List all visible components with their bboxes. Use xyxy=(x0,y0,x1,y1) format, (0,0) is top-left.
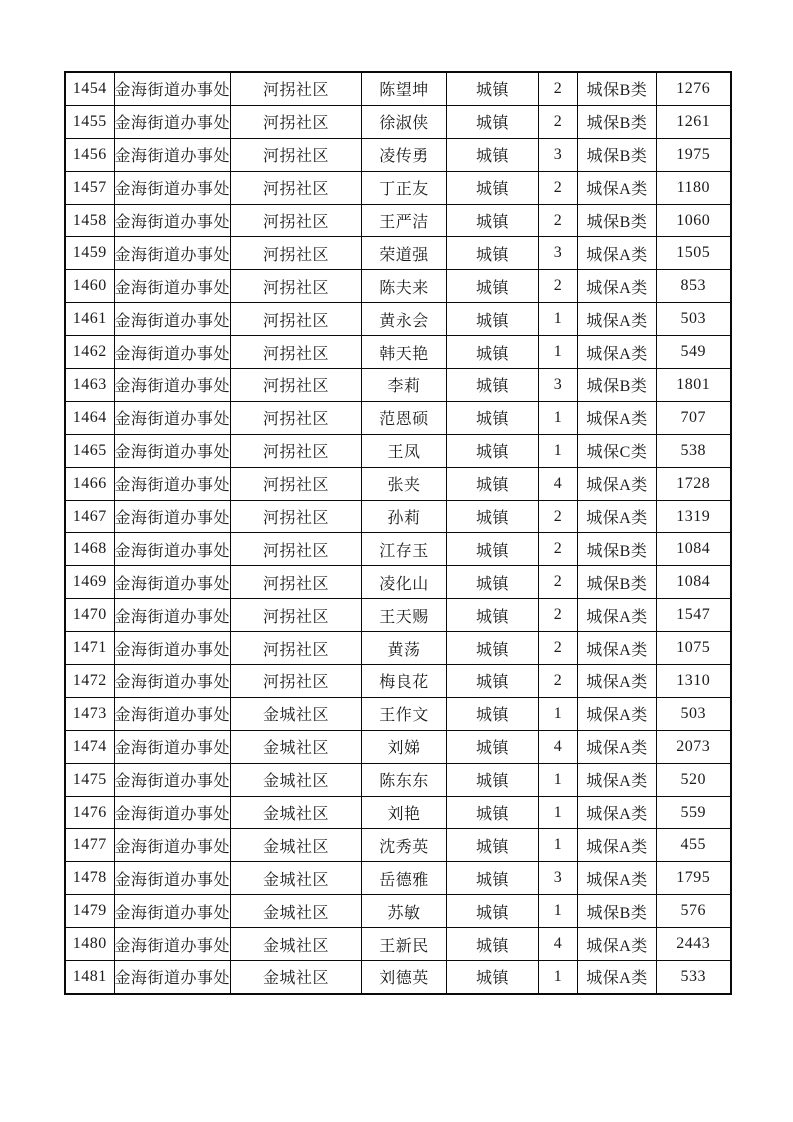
residence-type-cell: 城镇 xyxy=(447,336,539,369)
office-cell: 金海街道办事处 xyxy=(114,566,231,599)
residence-type-cell: 城镇 xyxy=(447,665,539,698)
row-id-cell: 1465 xyxy=(65,434,114,467)
community-cell: 河拐社区 xyxy=(231,138,362,171)
household-count-cell: 1 xyxy=(539,434,578,467)
insurance-category-cell: 城保A类 xyxy=(578,928,657,961)
person-name-cell: 刘艳 xyxy=(362,796,447,829)
residence-type-cell: 城镇 xyxy=(447,533,539,566)
residence-type-cell: 城镇 xyxy=(447,928,539,961)
amount-cell: 707 xyxy=(657,401,731,434)
amount-cell: 2443 xyxy=(657,928,731,961)
office-cell: 金海街道办事处 xyxy=(114,928,231,961)
table-row xyxy=(65,599,731,632)
insurance-category-cell: 城保B类 xyxy=(578,138,657,171)
person-name-cell: 范恩硕 xyxy=(362,401,447,434)
table-row xyxy=(65,237,731,270)
household-count-cell: 1 xyxy=(539,961,578,994)
household-count-cell: 3 xyxy=(539,138,578,171)
amount-cell: 853 xyxy=(657,270,731,303)
office-cell: 金海街道办事处 xyxy=(114,500,231,533)
office-cell: 金海街道办事处 xyxy=(114,204,231,237)
person-name-cell: 梅良花 xyxy=(362,665,447,698)
person-name-cell: 王作文 xyxy=(362,697,447,730)
row-id-cell: 1466 xyxy=(65,467,114,500)
amount-cell: 1728 xyxy=(657,467,731,500)
residence-type-cell: 城镇 xyxy=(447,369,539,402)
residence-type-cell: 城镇 xyxy=(447,237,539,270)
amount-cell: 1084 xyxy=(657,533,731,566)
amount-cell: 1319 xyxy=(657,500,731,533)
table-row xyxy=(65,105,731,138)
community-cell: 河拐社区 xyxy=(231,336,362,369)
row-id-cell: 1458 xyxy=(65,204,114,237)
community-cell: 河拐社区 xyxy=(231,665,362,698)
row-id-cell: 1467 xyxy=(65,500,114,533)
residence-type-cell: 城镇 xyxy=(447,204,539,237)
person-name-cell: 陈东东 xyxy=(362,763,447,796)
benefits-roster-table xyxy=(64,71,732,995)
table-row xyxy=(65,697,731,730)
office-cell: 金海街道办事处 xyxy=(114,533,231,566)
community-cell: 河拐社区 xyxy=(231,369,362,402)
row-id-cell: 1473 xyxy=(65,697,114,730)
row-id-cell: 1468 xyxy=(65,533,114,566)
household-count-cell: 2 xyxy=(539,599,578,632)
household-count-cell: 2 xyxy=(539,533,578,566)
household-count-cell: 2 xyxy=(539,566,578,599)
amount-cell: 1180 xyxy=(657,171,731,204)
community-cell: 金城社区 xyxy=(231,796,362,829)
household-count-cell: 1 xyxy=(539,303,578,336)
residence-type-cell: 城镇 xyxy=(447,895,539,928)
household-count-cell: 1 xyxy=(539,401,578,434)
office-cell: 金海街道办事处 xyxy=(114,369,231,402)
household-count-cell: 2 xyxy=(539,204,578,237)
residence-type-cell: 城镇 xyxy=(447,270,539,303)
office-cell: 金海街道办事处 xyxy=(114,401,231,434)
household-count-cell: 1 xyxy=(539,697,578,730)
residence-type-cell: 城镇 xyxy=(447,566,539,599)
household-count-cell: 1 xyxy=(539,796,578,829)
office-cell: 金海街道办事处 xyxy=(114,467,231,500)
insurance-category-cell: 城保A类 xyxy=(578,961,657,994)
insurance-category-cell: 城保A类 xyxy=(578,303,657,336)
row-id-cell: 1477 xyxy=(65,829,114,862)
office-cell: 金海街道办事处 xyxy=(114,303,231,336)
household-count-cell: 2 xyxy=(539,665,578,698)
row-id-cell: 1476 xyxy=(65,796,114,829)
table-row xyxy=(65,566,731,599)
community-cell: 金城社区 xyxy=(231,862,362,895)
community-cell: 金城社区 xyxy=(231,961,362,994)
community-cell: 金城社区 xyxy=(231,730,362,763)
community-cell: 金城社区 xyxy=(231,829,362,862)
amount-cell: 559 xyxy=(657,796,731,829)
community-cell: 河拐社区 xyxy=(231,632,362,665)
row-id-cell: 1462 xyxy=(65,336,114,369)
amount-cell: 503 xyxy=(657,697,731,730)
community-cell: 河拐社区 xyxy=(231,72,362,105)
office-cell: 金海街道办事处 xyxy=(114,72,231,105)
residence-type-cell: 城镇 xyxy=(447,467,539,500)
office-cell: 金海街道办事处 xyxy=(114,697,231,730)
table-row xyxy=(65,500,731,533)
office-cell: 金海街道办事处 xyxy=(114,829,231,862)
person-name-cell: 刘德英 xyxy=(362,961,447,994)
community-cell: 河拐社区 xyxy=(231,500,362,533)
person-name-cell: 凌传勇 xyxy=(362,138,447,171)
table-row xyxy=(65,632,731,665)
person-name-cell: 徐淑侠 xyxy=(362,105,447,138)
person-name-cell: 黄荡 xyxy=(362,632,447,665)
insurance-category-cell: 城保A类 xyxy=(578,401,657,434)
insurance-category-cell: 城保A类 xyxy=(578,336,657,369)
office-cell: 金海街道办事处 xyxy=(114,434,231,467)
household-count-cell: 2 xyxy=(539,72,578,105)
amount-cell: 549 xyxy=(657,336,731,369)
row-id-cell: 1469 xyxy=(65,566,114,599)
residence-type-cell: 城镇 xyxy=(447,303,539,336)
household-count-cell: 2 xyxy=(539,270,578,303)
insurance-category-cell: 城保A类 xyxy=(578,632,657,665)
row-id-cell: 1479 xyxy=(65,895,114,928)
row-id-cell: 1455 xyxy=(65,105,114,138)
table-row xyxy=(65,401,731,434)
household-count-cell: 2 xyxy=(539,171,578,204)
row-id-cell: 1461 xyxy=(65,303,114,336)
row-id-cell: 1481 xyxy=(65,961,114,994)
table-row xyxy=(65,204,731,237)
amount-cell: 1276 xyxy=(657,72,731,105)
residence-type-cell: 城镇 xyxy=(447,796,539,829)
amount-cell: 1310 xyxy=(657,665,731,698)
table-row xyxy=(65,171,731,204)
table-row xyxy=(65,336,731,369)
row-id-cell: 1474 xyxy=(65,730,114,763)
household-count-cell: 4 xyxy=(539,928,578,961)
insurance-category-cell: 城保B类 xyxy=(578,533,657,566)
insurance-category-cell: 城保A类 xyxy=(578,270,657,303)
office-cell: 金海街道办事处 xyxy=(114,763,231,796)
person-name-cell: 王天赐 xyxy=(362,599,447,632)
insurance-category-cell: 城保B类 xyxy=(578,72,657,105)
community-cell: 河拐社区 xyxy=(231,237,362,270)
household-count-cell: 1 xyxy=(539,895,578,928)
residence-type-cell: 城镇 xyxy=(447,961,539,994)
person-name-cell: 王新民 xyxy=(362,928,447,961)
table-row xyxy=(65,72,731,105)
row-id-cell: 1471 xyxy=(65,632,114,665)
office-cell: 金海街道办事处 xyxy=(114,171,231,204)
community-cell: 河拐社区 xyxy=(231,533,362,566)
row-id-cell: 1456 xyxy=(65,138,114,171)
person-name-cell: 孙莉 xyxy=(362,500,447,533)
residence-type-cell: 城镇 xyxy=(447,171,539,204)
insurance-category-cell: 城保A类 xyxy=(578,500,657,533)
office-cell: 金海街道办事处 xyxy=(114,895,231,928)
household-count-cell: 2 xyxy=(539,632,578,665)
row-id-cell: 1460 xyxy=(65,270,114,303)
amount-cell: 2073 xyxy=(657,730,731,763)
residence-type-cell: 城镇 xyxy=(447,697,539,730)
residence-type-cell: 城镇 xyxy=(447,434,539,467)
person-name-cell: 荣道强 xyxy=(362,237,447,270)
community-cell: 金城社区 xyxy=(231,763,362,796)
amount-cell: 1975 xyxy=(657,138,731,171)
household-count-cell: 3 xyxy=(539,862,578,895)
table-row xyxy=(65,369,731,402)
person-name-cell: 王严洁 xyxy=(362,204,447,237)
person-name-cell: 李莉 xyxy=(362,369,447,402)
residence-type-cell: 城镇 xyxy=(447,105,539,138)
row-id-cell: 1475 xyxy=(65,763,114,796)
table-row xyxy=(65,928,731,961)
amount-cell: 1261 xyxy=(657,105,731,138)
office-cell: 金海街道办事处 xyxy=(114,599,231,632)
insurance-category-cell: 城保A类 xyxy=(578,730,657,763)
household-count-cell: 3 xyxy=(539,237,578,270)
person-name-cell: 黄永会 xyxy=(362,303,447,336)
table-row xyxy=(65,434,731,467)
amount-cell: 455 xyxy=(657,829,731,862)
office-cell: 金海街道办事处 xyxy=(114,138,231,171)
residence-type-cell: 城镇 xyxy=(447,401,539,434)
community-cell: 金城社区 xyxy=(231,697,362,730)
table-row xyxy=(65,730,731,763)
person-name-cell: 陈夫来 xyxy=(362,270,447,303)
amount-cell: 1060 xyxy=(657,204,731,237)
row-id-cell: 1454 xyxy=(65,72,114,105)
person-name-cell: 韩天艳 xyxy=(362,336,447,369)
row-id-cell: 1459 xyxy=(65,237,114,270)
row-id-cell: 1470 xyxy=(65,599,114,632)
table-row xyxy=(65,467,731,500)
amount-cell: 1075 xyxy=(657,632,731,665)
household-count-cell: 1 xyxy=(539,829,578,862)
community-cell: 河拐社区 xyxy=(231,270,362,303)
community-cell: 河拐社区 xyxy=(231,105,362,138)
row-id-cell: 1457 xyxy=(65,171,114,204)
amount-cell: 1505 xyxy=(657,237,731,270)
insurance-category-cell: 城保B类 xyxy=(578,566,657,599)
amount-cell: 1801 xyxy=(657,369,731,402)
household-count-cell: 4 xyxy=(539,467,578,500)
person-name-cell: 江存玉 xyxy=(362,533,447,566)
household-count-cell: 1 xyxy=(539,336,578,369)
table-row xyxy=(65,533,731,566)
household-count-cell: 2 xyxy=(539,500,578,533)
row-id-cell: 1464 xyxy=(65,401,114,434)
office-cell: 金海街道办事处 xyxy=(114,730,231,763)
community-cell: 河拐社区 xyxy=(231,599,362,632)
insurance-category-cell: 城保B类 xyxy=(578,204,657,237)
insurance-category-cell: 城保B类 xyxy=(578,105,657,138)
table-row xyxy=(65,270,731,303)
person-name-cell: 王凤 xyxy=(362,434,447,467)
table-row xyxy=(65,829,731,862)
community-cell: 河拐社区 xyxy=(231,204,362,237)
table-row xyxy=(65,862,731,895)
table-row xyxy=(65,303,731,336)
insurance-category-cell: 城保A类 xyxy=(578,829,657,862)
household-count-cell: 3 xyxy=(539,369,578,402)
table-row xyxy=(65,895,731,928)
household-count-cell: 1 xyxy=(539,763,578,796)
person-name-cell: 刘娣 xyxy=(362,730,447,763)
table-row xyxy=(65,138,731,171)
office-cell: 金海街道办事处 xyxy=(114,632,231,665)
community-cell: 河拐社区 xyxy=(231,467,362,500)
residence-type-cell: 城镇 xyxy=(447,500,539,533)
insurance-category-cell: 城保A类 xyxy=(578,862,657,895)
residence-type-cell: 城镇 xyxy=(447,763,539,796)
insurance-category-cell: 城保A类 xyxy=(578,237,657,270)
row-id-cell: 1478 xyxy=(65,862,114,895)
table-sheet xyxy=(64,71,732,995)
office-cell: 金海街道办事处 xyxy=(114,237,231,270)
row-id-cell: 1472 xyxy=(65,665,114,698)
community-cell: 河拐社区 xyxy=(231,303,362,336)
insurance-category-cell: 城保A类 xyxy=(578,665,657,698)
insurance-category-cell: 城保B类 xyxy=(578,895,657,928)
residence-type-cell: 城镇 xyxy=(447,862,539,895)
insurance-category-cell: 城保A类 xyxy=(578,467,657,500)
amount-cell: 520 xyxy=(657,763,731,796)
person-name-cell: 张夹 xyxy=(362,467,447,500)
household-count-cell: 2 xyxy=(539,105,578,138)
office-cell: 金海街道办事处 xyxy=(114,796,231,829)
residence-type-cell: 城镇 xyxy=(447,730,539,763)
office-cell: 金海街道办事处 xyxy=(114,665,231,698)
community-cell: 金城社区 xyxy=(231,928,362,961)
insurance-category-cell: 城保B类 xyxy=(578,369,657,402)
amount-cell: 1547 xyxy=(657,599,731,632)
person-name-cell: 沈秀英 xyxy=(362,829,447,862)
insurance-category-cell: 城保A类 xyxy=(578,763,657,796)
office-cell: 金海街道办事处 xyxy=(114,862,231,895)
community-cell: 河拐社区 xyxy=(231,401,362,434)
amount-cell: 1795 xyxy=(657,862,731,895)
person-name-cell: 陈望坤 xyxy=(362,72,447,105)
amount-cell: 533 xyxy=(657,961,731,994)
insurance-category-cell: 城保A类 xyxy=(578,599,657,632)
table-row xyxy=(65,665,731,698)
person-name-cell: 凌化山 xyxy=(362,566,447,599)
community-cell: 河拐社区 xyxy=(231,434,362,467)
person-name-cell: 岳德雅 xyxy=(362,862,447,895)
residence-type-cell: 城镇 xyxy=(447,599,539,632)
residence-type-cell: 城镇 xyxy=(447,632,539,665)
amount-cell: 503 xyxy=(657,303,731,336)
person-name-cell: 丁正友 xyxy=(362,171,447,204)
household-count-cell: 4 xyxy=(539,730,578,763)
office-cell: 金海街道办事处 xyxy=(114,270,231,303)
person-name-cell: 苏敏 xyxy=(362,895,447,928)
insurance-category-cell: 城保A类 xyxy=(578,796,657,829)
table-row xyxy=(65,763,731,796)
community-cell: 金城社区 xyxy=(231,895,362,928)
insurance-category-cell: 城保C类 xyxy=(578,434,657,467)
table-row xyxy=(65,796,731,829)
row-id-cell: 1480 xyxy=(65,928,114,961)
insurance-category-cell: 城保A类 xyxy=(578,171,657,204)
amount-cell: 538 xyxy=(657,434,731,467)
insurance-category-cell: 城保A类 xyxy=(578,697,657,730)
residence-type-cell: 城镇 xyxy=(447,138,539,171)
community-cell: 河拐社区 xyxy=(231,171,362,204)
office-cell: 金海街道办事处 xyxy=(114,105,231,138)
residence-type-cell: 城镇 xyxy=(447,829,539,862)
table-row xyxy=(65,961,731,994)
office-cell: 金海街道办事处 xyxy=(114,961,231,994)
residence-type-cell: 城镇 xyxy=(447,72,539,105)
row-id-cell: 1463 xyxy=(65,369,114,402)
office-cell: 金海街道办事处 xyxy=(114,336,231,369)
community-cell: 河拐社区 xyxy=(231,566,362,599)
amount-cell: 576 xyxy=(657,895,731,928)
amount-cell: 1084 xyxy=(657,566,731,599)
